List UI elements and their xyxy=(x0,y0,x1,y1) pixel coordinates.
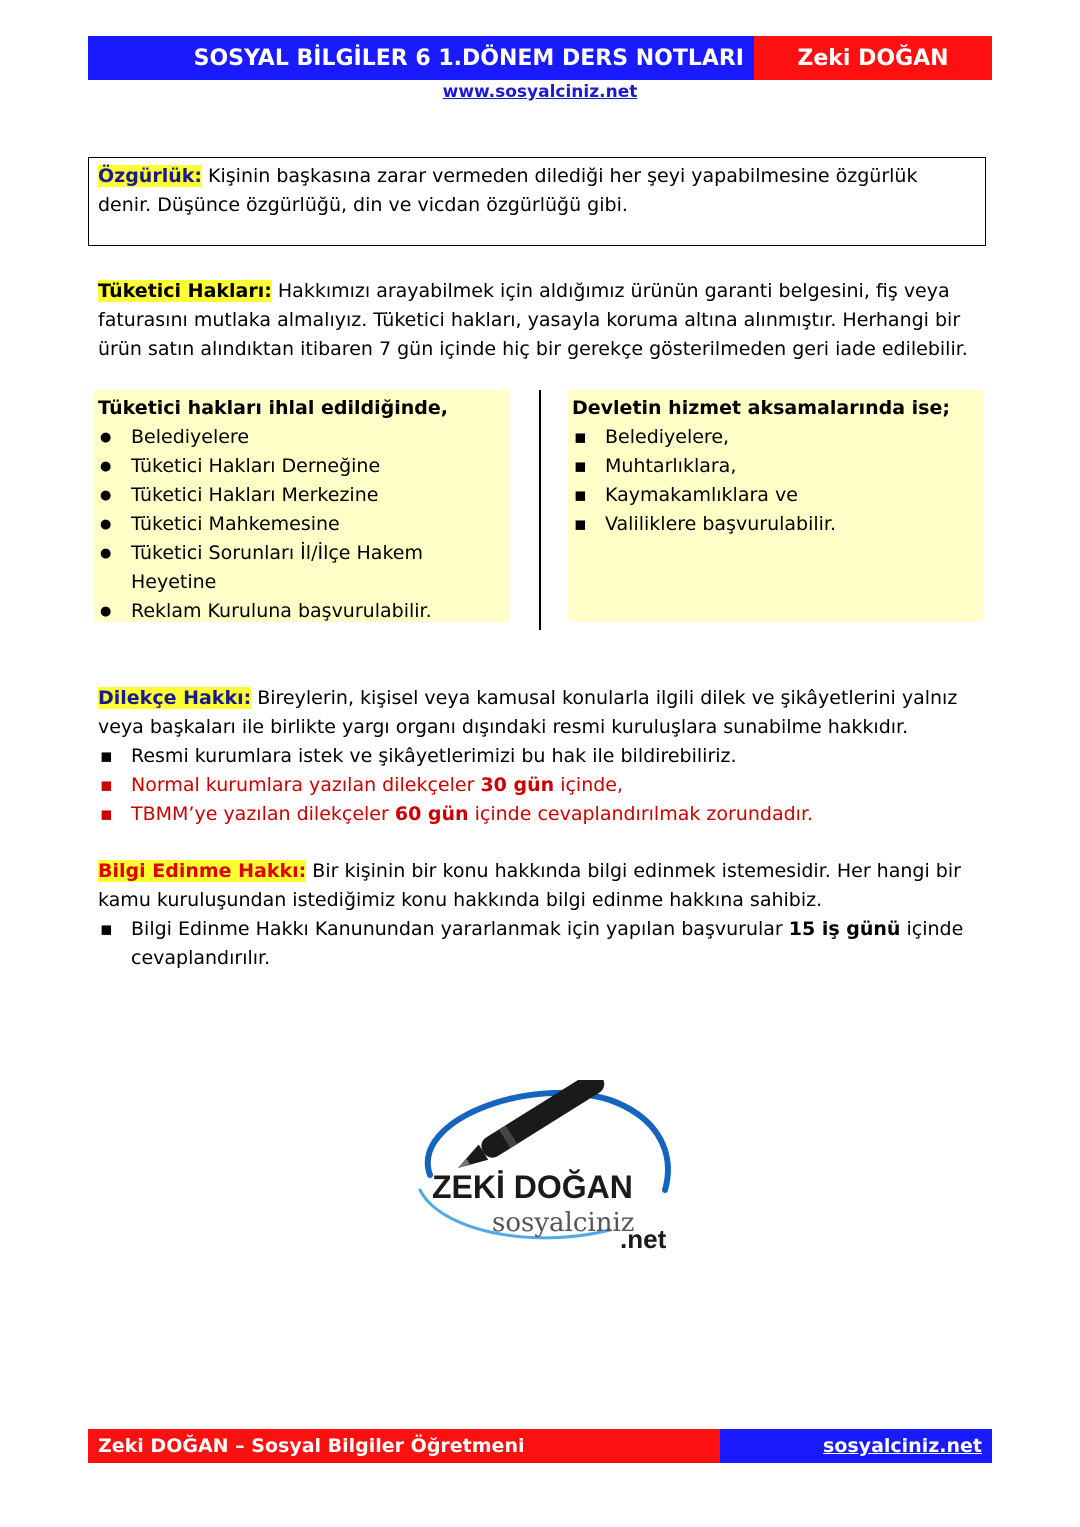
bilgi-list xyxy=(98,915,978,973)
dilekce-list xyxy=(98,742,978,829)
column-divider xyxy=(539,390,541,630)
dilekce-text: Bireylerin, kişisel veya kamusal konularla ilgili dilek ve şikâyetlerini yalnız veya başkaları ile birlikte yargı organı dışındaki resmi kuruluşlara sunabilme hakkıdır. xyxy=(98,687,958,738)
bilgi-bullet-bold: 15 iş günü xyxy=(788,918,901,940)
footer-site-bar xyxy=(720,1429,992,1463)
logo-graphic xyxy=(410,1080,690,1260)
bilgi-bullet-post: içinde cevaplandırılır. xyxy=(131,918,964,969)
dilekce-paragraph xyxy=(98,684,978,742)
left-column-list xyxy=(98,423,506,626)
logo-name: ZEKİ DOĞAN xyxy=(432,1169,633,1205)
list-item: ▪ Kaymakamlıklara ve xyxy=(572,481,980,510)
right-column-title: Devletin hizmet aksamalarında ise; xyxy=(572,397,950,419)
dilekce-bullet3-post: içinde cevaplandırılmak zorundadır. xyxy=(468,803,814,825)
header-author: Zeki DOĞAN xyxy=(797,45,949,71)
dilekce-bullet3-bold: 60 gün xyxy=(394,803,469,825)
bilgi-bullet-pre: Bilgi Edinme Hakkı Kanunundan yararlanmak için yapılan başvurular xyxy=(131,918,789,940)
list-item: ● Reklam Kuruluna başvurulabilir. xyxy=(98,597,506,626)
list-item: ● Tüketici Hakları Merkezine xyxy=(98,481,506,510)
list-item: ▪ Muhtarlıklara, xyxy=(572,452,980,481)
ozgurluk-text: Kişinin başkasına zarar vermeden dilediği her şeyi yapabilmesine özgürlük denir. Düşünce özgürlüğü, din ve vicdan özgürlüğü gibi. xyxy=(98,165,918,216)
ozgurluk-box xyxy=(88,157,986,246)
tuketici-paragraph xyxy=(98,277,978,364)
page-header xyxy=(88,36,992,80)
list-item: ● Tüketici Hakları Derneğine xyxy=(98,452,506,481)
dilekce-bullet2-pre: Normal kurumlara yazılan dilekçeler xyxy=(131,774,481,796)
website-link[interactable]: www.sosyalciniz.net xyxy=(442,82,638,102)
footer-author: Zeki DOĞAN – Sosyal Bilgiler Öğretmeni xyxy=(98,1435,525,1457)
zeki-dogan-logo xyxy=(410,1080,690,1260)
ozgurluk-paragraph xyxy=(98,162,976,220)
left-column-title: Tüketici hakları ihlal edildiğinde, xyxy=(98,397,448,419)
dilekce-term: Dilekçe Hakkı: xyxy=(98,687,252,709)
header-title: SOSYAL BİLGİLER 6 1.DÖNEM DERS NOTLARI xyxy=(193,45,744,71)
tuketici-text: Hakkımızı arayabilmek için aldığımız ürünün garanti belgesini, fiş veya faturasını mutlaka almalıyız. Tüketici hakları, yasayla koruma altına alınmıştır. Herhangi bir ürün satın alındıktan itibaren 7 gün içinde hiç bir gerekçe gösterilmeden geri iade edilebilir. xyxy=(98,280,968,360)
dilekce-section xyxy=(98,684,978,829)
bilgi-section xyxy=(98,857,978,973)
logo-site: sosyalciniz xyxy=(492,1208,635,1238)
bilgi-term: Bilgi Edinme Hakkı: xyxy=(98,860,307,882)
right-column-box xyxy=(568,390,984,621)
footer-site-link[interactable]: sosyalciniz.net xyxy=(823,1435,982,1457)
ozgurluk-term: Özgürlük: xyxy=(98,165,202,187)
left-column-box xyxy=(94,390,510,622)
header-author-bar xyxy=(754,36,992,80)
dilekce-bullet2-bold: 30 gün xyxy=(480,774,555,796)
list-item: ● Tüketici Mahkemesine xyxy=(98,510,506,539)
list-item: ▪ Belediyelere, xyxy=(572,423,980,452)
tuketici-term: Tüketici Hakları: xyxy=(98,280,272,302)
page-footer xyxy=(88,1429,992,1463)
dilekce-bullet2-post: içinde, xyxy=(554,774,624,796)
logo-tld: .net xyxy=(620,1224,667,1254)
bilgi-text: Bir kişinin bir konu hakkında bilgi edinmek istemesidir. Her hangi bir kamu kuruluşundan istediğimiz konu hakkında bilgi edinme hakkına sahibiz. xyxy=(98,860,961,911)
list-item xyxy=(98,915,978,973)
list-item: ● Belediyelere xyxy=(98,423,506,452)
list-item: ▪ Resmi kurumlara istek ve şikâyetlerimizi bu hak ile bildirebiliriz. xyxy=(98,742,978,771)
bilgi-paragraph xyxy=(98,857,978,915)
list-item xyxy=(98,771,978,800)
list-item: ▪ Valiliklere başvurulabilir. xyxy=(572,510,980,539)
list-item xyxy=(98,800,978,829)
right-column-list xyxy=(572,423,980,539)
header-title-bar xyxy=(88,36,754,80)
dilekce-bullet3-pre: TBMM’ye yazılan dilekçeler xyxy=(131,803,395,825)
footer-author-bar xyxy=(88,1429,720,1463)
list-item: ● Tüketici Sorunları İl/İlçe Hakem Heyetine xyxy=(98,539,451,597)
